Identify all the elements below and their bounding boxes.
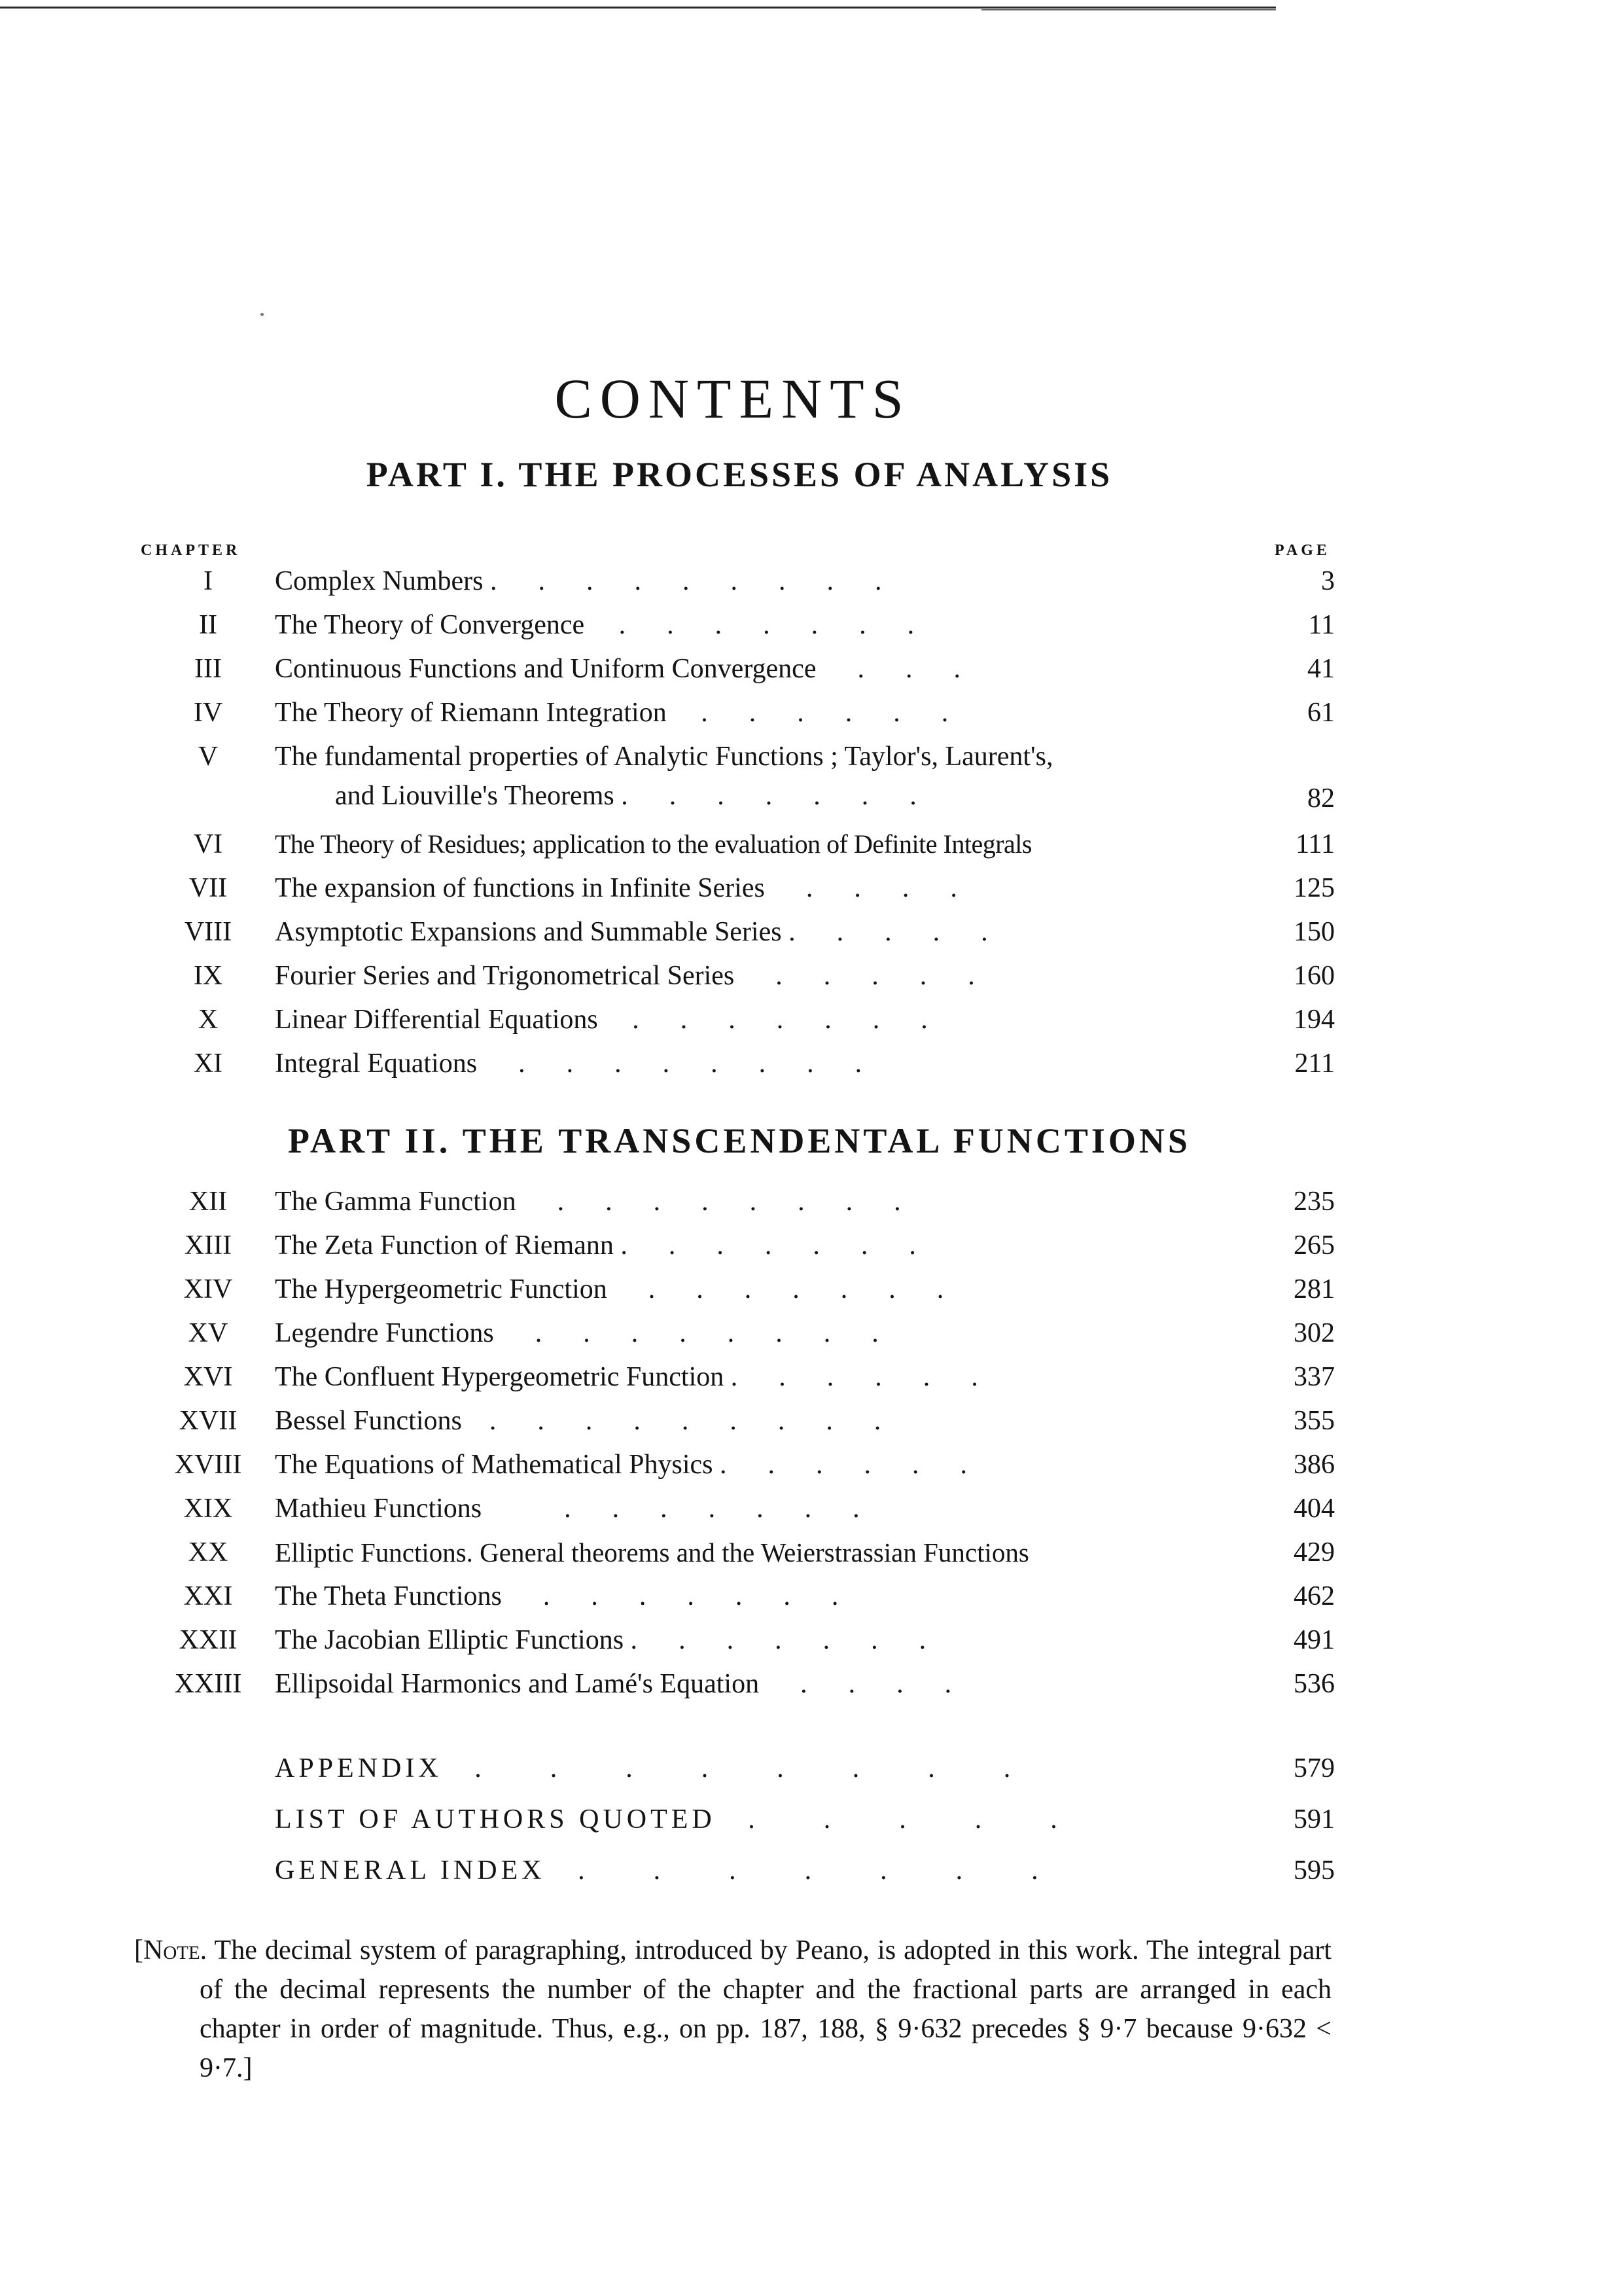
page-number: 11 [1308, 610, 1335, 640]
toc-row[interactable] [0, 1182, 1624, 1221]
stray-mark [260, 313, 264, 316]
toc-row[interactable] [0, 825, 1624, 864]
toc-row[interactable] [0, 605, 1624, 645]
chapter-title: Legendre Functions . . . . . . . . [275, 1318, 879, 1348]
chapter-title: The Theory of Convergence . . . . . . . [275, 610, 915, 640]
part-1-heading: PART I. THE PROCESSES OF ANALYSIS [366, 455, 1113, 494]
chapter-number: XVIII [174, 1450, 242, 1480]
page-number: 235 [1294, 1187, 1335, 1217]
page-number: 595 [1294, 1855, 1335, 1886]
top-rule-shadow [981, 9, 1276, 10]
chapter-number: XV [188, 1318, 228, 1348]
toc-row[interactable] [0, 1044, 1624, 1083]
toc-row-authors[interactable] [0, 1800, 1624, 1839]
toc-row[interactable] [0, 1621, 1624, 1660]
chapter-title: Continuous Functions and Uniform Convergence . . . [275, 654, 961, 684]
toc-row[interactable] [0, 693, 1624, 732]
chapter-number: VIII [184, 917, 232, 947]
toc-row[interactable] [0, 1270, 1624, 1309]
page-number: 82 [1307, 783, 1335, 814]
chapter-title: Elliptic Functions. General theorems and the Weierstrassian Functions [275, 1537, 1029, 1567]
toc-row[interactable] [0, 1664, 1624, 1704]
chapter-number: VI [193, 829, 223, 859]
chapter-title: The Equations of Mathematical Physics . . . . . . [275, 1450, 968, 1480]
chapter-title: Mathieu Functions . . . . . . . [275, 1494, 860, 1524]
chapter-title: The Zeta Function of Riemann . . . . . . . [275, 1230, 916, 1261]
page-number: 462 [1294, 1581, 1335, 1611]
page-number: 150 [1294, 917, 1335, 947]
chapter-number: XII [188, 1187, 228, 1217]
page-number: 302 [1294, 1318, 1335, 1348]
authors-title: LIST OF AUTHORS QUOTED . . . . . [275, 1804, 1061, 1835]
chapter-number: XXII [179, 1625, 238, 1655]
chapter-title: The fundamental properties of Analytic Functions ; Taylor's, Laurent's, and Liouville's Theorems . [275, 737, 1243, 815]
chapter-number: X [198, 1005, 219, 1035]
toc-row[interactable] [0, 737, 1624, 818]
page-number: 491 [1294, 1625, 1335, 1655]
chapter-number: III [194, 654, 222, 684]
page-number: 591 [1294, 1804, 1335, 1835]
page-number: 41 [1307, 654, 1335, 684]
toc-row[interactable] [0, 1533, 1624, 1572]
chapter-number: XVII [179, 1406, 238, 1436]
chapter-number: V [198, 742, 219, 772]
page-number: 211 [1294, 1048, 1335, 1079]
page-title: CONTENTS [554, 367, 911, 430]
note-label: [Note. [134, 1935, 207, 1965]
chapter-column-header: CHAPTER [141, 542, 241, 559]
toc-row[interactable] [0, 1577, 1624, 1616]
chapter-number: VII [188, 873, 228, 903]
footnote-note [134, 1931, 1332, 2088]
page-number: 429 [1294, 1537, 1335, 1567]
page-column-header: PAGE [1275, 542, 1330, 559]
chapter-title: The Jacobian Elliptic Functions . . . . . . . [275, 1625, 927, 1655]
toc-row[interactable] [0, 868, 1624, 908]
chapter-number: XXIII [174, 1669, 242, 1699]
page-number: 355 [1294, 1406, 1335, 1436]
chapter-title: Complex Numbers . . . . . . . . . [275, 566, 882, 596]
toc-row[interactable] [0, 1314, 1624, 1353]
page-number: 404 [1294, 1494, 1335, 1524]
page-number: 536 [1294, 1669, 1335, 1699]
chapter-title: The Confluent Hypergeometric Function . . . . . . [275, 1362, 978, 1392]
toc-row[interactable] [0, 1357, 1624, 1397]
toc-row-appendix[interactable] [0, 1749, 1624, 1788]
chapter-number: XIII [184, 1230, 232, 1261]
chapter-number: XVI [183, 1362, 233, 1392]
part-2-heading: PART II. THE TRANSCENDENTAL FUNCTIONS [288, 1121, 1191, 1160]
chapter-number: II [199, 610, 217, 640]
page-number: 579 [1294, 1753, 1335, 1783]
chapter-title: The Theory of Riemann Integration . . . . . . [275, 698, 949, 728]
chapter-title: Ellipsoidal Harmonics and Lamé's Equation . . . . [275, 1669, 952, 1699]
chapter-title: Fourier Series and Trigonometrical Series . . . . . [275, 961, 975, 991]
chapter-title: Linear Differential Equations . . . . . . . [275, 1005, 928, 1035]
chapter-number: XX [188, 1537, 228, 1567]
page-number: 160 [1294, 961, 1335, 991]
chapter-title: The Hypergeometric Function . . . . . . . [275, 1274, 944, 1304]
chapter-title: Integral Equations . . . . . . . . [275, 1048, 862, 1079]
chapter-title: Bessel Functions . . . . . . . . . [275, 1406, 881, 1436]
page-number: 386 [1294, 1450, 1335, 1480]
toc-row[interactable] [0, 1401, 1624, 1441]
toc-row[interactable] [0, 649, 1624, 689]
chapter-number: XI [193, 1048, 223, 1079]
chapter-title: The Gamma Function . . . . . . . . [275, 1187, 901, 1217]
page-number: 337 [1294, 1362, 1335, 1392]
appendix-title: APPENDIX . . . . . . . . [275, 1753, 1015, 1783]
toc-row[interactable] [0, 1489, 1624, 1528]
chapter-number: XXI [183, 1581, 233, 1611]
page-number: 111 [1296, 829, 1335, 859]
chapter-number: IV [193, 698, 223, 728]
page-number: 265 [1294, 1230, 1335, 1261]
toc-row[interactable] [0, 1226, 1624, 1265]
chapter-title: The Theta Functions . . . . . . . [275, 1581, 839, 1611]
toc-row[interactable] [0, 562, 1624, 601]
toc-row[interactable] [0, 1445, 1624, 1484]
chapter-number: I [203, 566, 213, 596]
note-text: The decimal system of paragraphing, introduced by Peano, is adopted in this work. The integral part of the decimal represents the number of the chapter and the fractional parts are arranged in each chapter in order of magnitude. Thus, e.g., on pp. 187, 188, § 9·632 precedes § 9·7 because 9·632 < 9·7.] [200, 1935, 1332, 2083]
chapter-number: IX [193, 961, 223, 991]
top-rule [0, 7, 1276, 9]
page-number: 125 [1294, 873, 1335, 903]
toc-row[interactable] [0, 956, 1624, 995]
toc-row[interactable] [0, 1000, 1624, 1039]
page-number: 194 [1294, 1005, 1335, 1035]
chapter-number: XIX [183, 1494, 233, 1524]
chapter-title-continuation: and Liouville's Theorems . [275, 776, 1243, 815]
page-number: 3 [1321, 566, 1335, 596]
chapter-title: The Theory of Residues; application to the evaluation of Definite Integrals [275, 829, 1032, 859]
page-number: 281 [1294, 1274, 1335, 1304]
toc-row-index[interactable] [0, 1851, 1624, 1890]
page-number: 61 [1307, 698, 1335, 728]
chapter-title: The expansion of functions in Infinite Series . . . . [275, 873, 957, 903]
toc-row[interactable] [0, 912, 1624, 952]
index-title: GENERAL INDEX . . . . . . . [275, 1855, 1042, 1886]
chapter-number: XIV [183, 1274, 233, 1304]
chapter-title: Asymptotic Expansions and Summable Series . . . . . [275, 917, 988, 947]
